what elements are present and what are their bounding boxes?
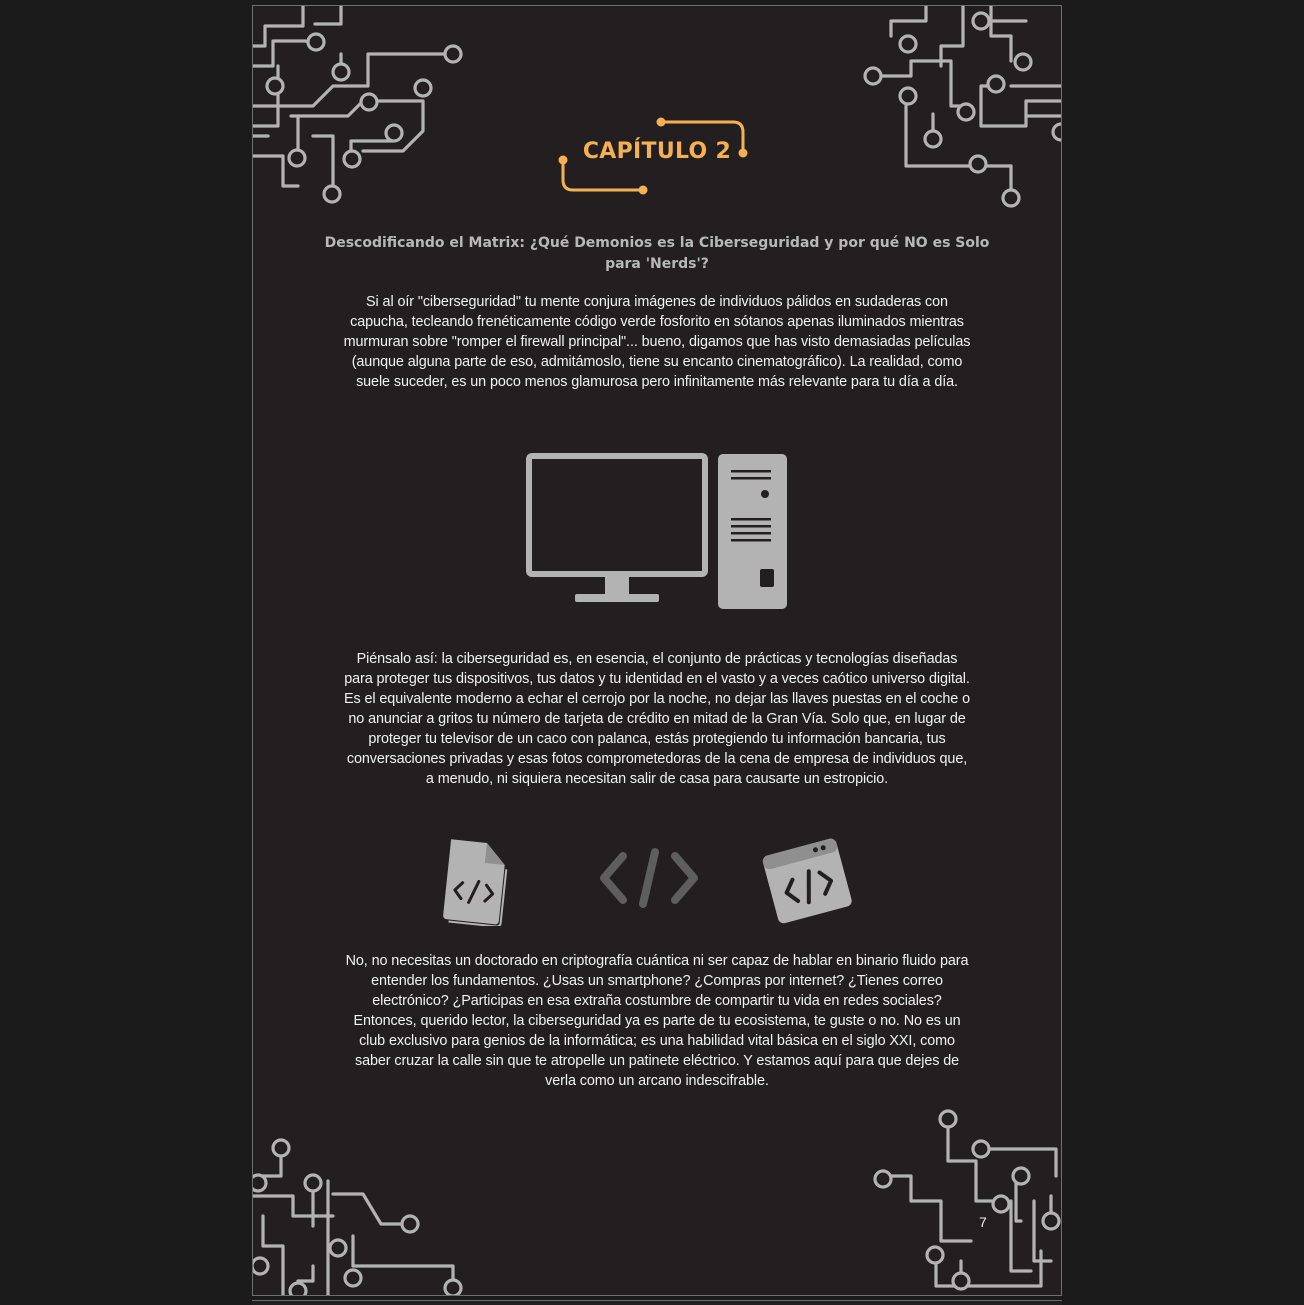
- next-page-edge: [252, 1300, 1062, 1305]
- circuit-decoration-icon: [253, 6, 483, 216]
- circuit-decoration-icon: [851, 1101, 1061, 1296]
- book-page: [252, 5, 1062, 1296]
- chapter-subtitle: Descodificando el Matrix: ¿Qué Demonios es la Ciberseguridad y por qué NO es Solo para 'Nerds'?: [324, 235, 990, 272]
- paragraph: Piénsalo así: la ciberseguridad es, en esencia, el conjunto de prácticas y tecnologías diseñadas para proteger tus dispositivos, tus datos y tu identidad en el vasto y a veces caótico universo digital. Es el equivalente moderno a echar el cerrojo por la noche, no dejar las llaves puestas en el coche o no anunciar a gritos tu número de tarjeta de crédito en mitad de la Gran Vía. Solo que, en lugar de proteger tu televisor de un caco con palanca, estás protegiendo tu información bancaria, tus conversaciones privadas y esas fotos comprometedoras de la cena de empresa de individuos que, a menudo, ni siquiera necesitan salir de casa para causarte un estropicio.: [344, 651, 970, 787]
- code-brackets-icon: [599, 846, 699, 910]
- paragraph: No, no necesitas un doctorado en criptografía cuántica ni ser capaz de hablar en binario fluido para entender los fundamentos. ¿Usas un smartphone? ¿Compras por internet? ¿Tienes correo electrónico? ¿Participas en esa extraña costumbre de compartir tu vida en redes sociales? Entonces, querido lector, la ciberseguridad ya es parte de tu ecosistema, te guste o no. No es un club exclusivo para genios de la informática; es una habilidad vital básica en el siglo XXI, como saber cruzar la calle sin que te atropelle un patinete eléctrico. Y estamos aquí para que dejes de verla como un arcano indescifrable.: [345, 953, 969, 1089]
- page-number: 7: [979, 1214, 987, 1230]
- desktop-computer-icon: [525, 452, 789, 612]
- paragraph: Si al oír "ciberseguridad" tu mente conjura imágenes de individuos pálidos en sudaderas con capucha, tecleando frenéticamente código verde fosforito en sótanos apenas iluminados mientras murmuran sobre "romper el firewall principal"... bueno, digamos que has visto demasiadas películas (aunque alguna parte de eso, admitámoslo, tiene su encanto cinematográfico). La realidad, como suele suceder, es un poco menos glamurosa pero infinitamente más relevante para tu día a día.: [343, 294, 971, 390]
- circuit-decoration-icon: [253, 1106, 483, 1296]
- circuit-decoration-icon: [851, 6, 1061, 216]
- code-file-icon: [439, 834, 511, 926]
- chapter-title: CAPÍTULO 2: [582, 139, 732, 164]
- code-window-icon: [759, 832, 855, 928]
